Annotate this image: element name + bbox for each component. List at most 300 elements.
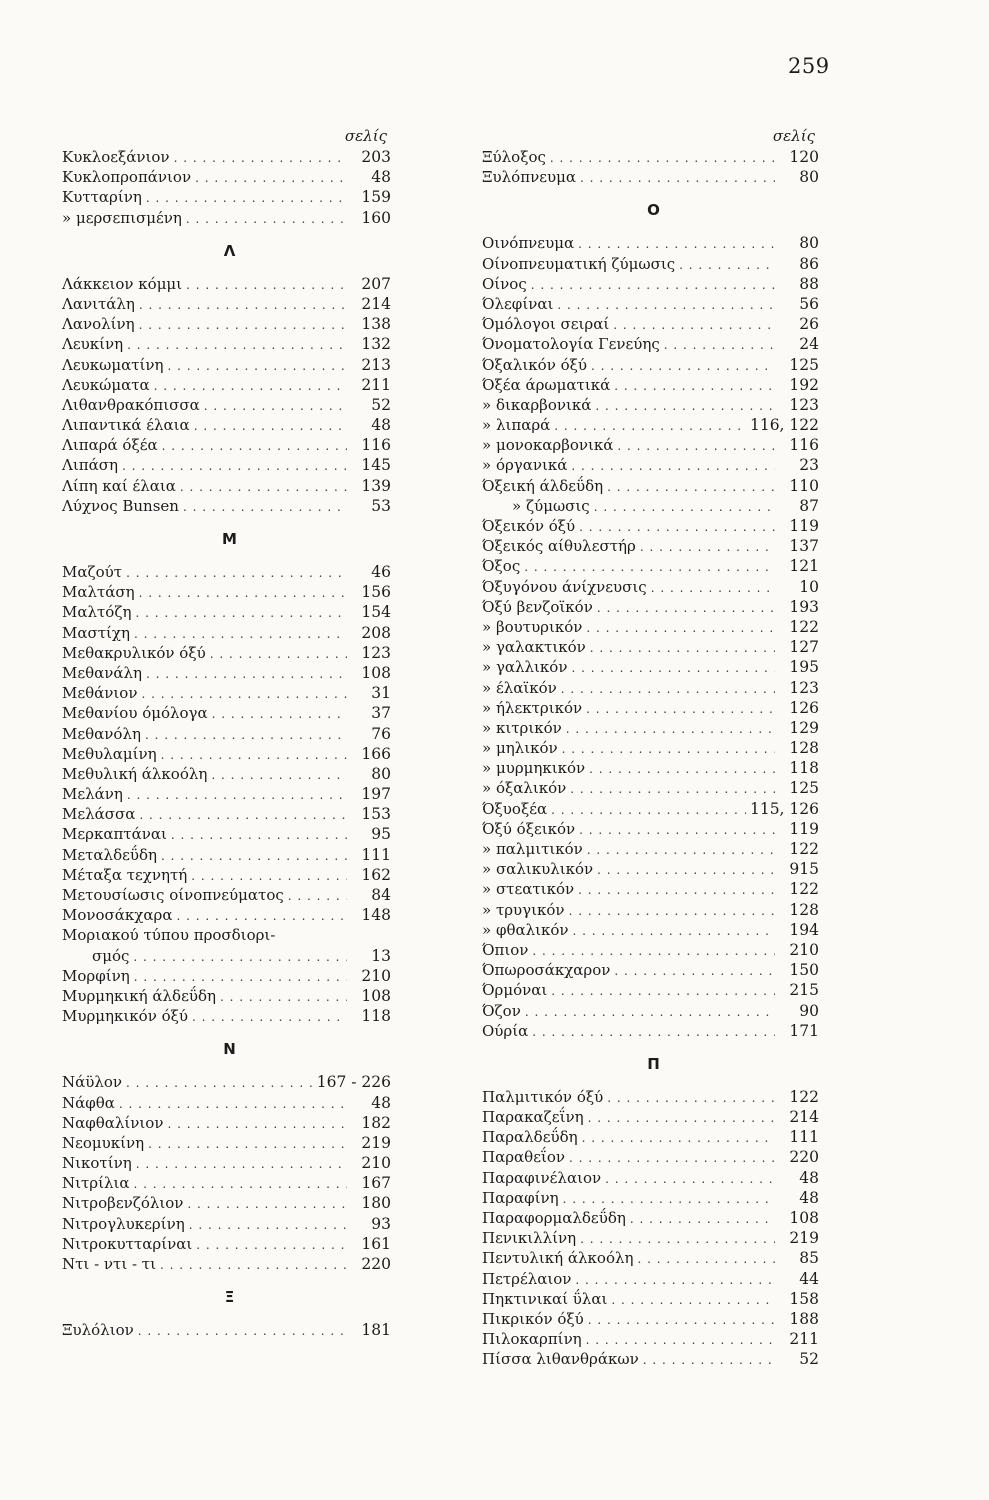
index-entry bbox=[482, 859, 825, 879]
entry-page-number: 111 bbox=[789, 1128, 819, 1147]
index-entry bbox=[482, 355, 825, 375]
dot-leader bbox=[637, 1249, 775, 1269]
dot-leader bbox=[168, 356, 348, 376]
entry-term: σμός bbox=[92, 946, 130, 965]
entry-term: Νιτροβενζόλιον bbox=[62, 1194, 184, 1213]
entry-page-number: 84 bbox=[371, 886, 391, 904]
index-entry bbox=[62, 602, 397, 622]
entry-term: Παραλδεΰδη bbox=[482, 1128, 578, 1147]
index-entry bbox=[62, 1234, 397, 1254]
index-entry bbox=[482, 1087, 825, 1107]
entry-page-number: 132 bbox=[361, 335, 391, 354]
dot-leader bbox=[525, 1002, 775, 1022]
index-entry bbox=[62, 986, 397, 1006]
dot-leader bbox=[146, 664, 347, 684]
dot-leader bbox=[160, 1255, 347, 1275]
entry-term: Μαζούτ bbox=[62, 563, 123, 581]
dot-leader bbox=[126, 563, 347, 583]
index-entry bbox=[482, 1107, 825, 1127]
entry-term: Μετουσίωσις οίνοπνεύματος bbox=[62, 886, 284, 904]
index-entry bbox=[62, 905, 397, 925]
index-entry bbox=[62, 946, 397, 966]
entry-term: Κυκλοεξάνιον bbox=[62, 148, 170, 166]
entry-page-number: 116 bbox=[789, 436, 819, 455]
entry-term: Μέταξα τεχνητή bbox=[62, 865, 188, 884]
entry-page-number: 87 bbox=[799, 496, 819, 515]
entry-term: » φθαλικόν bbox=[482, 920, 569, 939]
dot-leader bbox=[531, 275, 775, 295]
entry-term: Μελάσσα bbox=[62, 805, 136, 824]
entry-term: Παραθεΐον bbox=[482, 1148, 565, 1167]
entry-page-number: 88 bbox=[799, 274, 819, 293]
dot-leader bbox=[580, 168, 775, 188]
entry-term: Όξύ όξεικόν bbox=[482, 819, 576, 838]
index-entry bbox=[62, 925, 397, 945]
index-entry bbox=[482, 455, 825, 475]
index-entry bbox=[482, 879, 825, 899]
entry-page-number: 153 bbox=[361, 805, 391, 824]
entry-page-number: 208 bbox=[361, 623, 391, 642]
entry-term: » σαλικυλικόν bbox=[482, 860, 594, 879]
dot-leader bbox=[133, 947, 347, 967]
entry-term: Μερκαπτάναι bbox=[62, 825, 167, 844]
entry-term: Νιτρογλυκερίνη bbox=[62, 1214, 185, 1233]
entry-page-number: 150 bbox=[789, 961, 819, 980]
index-entry-list bbox=[62, 562, 397, 1026]
entry-term: Νιτροκυτταρίναι bbox=[62, 1234, 193, 1253]
dot-leader bbox=[161, 745, 347, 765]
dot-leader bbox=[554, 416, 746, 436]
entry-page-number: 125 bbox=[789, 355, 819, 374]
entry-term: Μεθακρυλικόν όξύ bbox=[62, 643, 206, 662]
dot-leader bbox=[134, 967, 347, 987]
index-entry bbox=[482, 678, 825, 698]
entry-term: Κυτταρίνη bbox=[62, 188, 142, 207]
dot-leader bbox=[186, 209, 347, 229]
entry-term: » στεατικόν bbox=[482, 880, 575, 899]
entry-term: » γαλακτικόν bbox=[482, 638, 586, 657]
dot-leader bbox=[139, 295, 347, 315]
column-header: σελίς bbox=[344, 127, 387, 145]
index-entry bbox=[62, 724, 397, 744]
dot-leader bbox=[551, 981, 775, 1001]
entry-page-number: 159 bbox=[361, 188, 391, 207]
right-column-body bbox=[482, 147, 825, 1370]
dot-leader bbox=[651, 578, 775, 598]
dot-leader bbox=[189, 1215, 347, 1235]
entry-term: Όξεικός αίθυλεστήρ bbox=[482, 537, 636, 556]
entry-term: Λίπη καί έλαια bbox=[62, 476, 176, 495]
entry-term: Όξεική άλδεΰδη bbox=[482, 476, 604, 495]
dot-leader bbox=[161, 846, 347, 866]
entry-term: Όπιον bbox=[482, 940, 529, 959]
index-entry bbox=[62, 703, 397, 723]
dot-leader bbox=[134, 624, 347, 644]
dot-leader bbox=[192, 1007, 347, 1027]
entry-page-number: 93 bbox=[371, 1214, 391, 1233]
entry-page-number: 46 bbox=[371, 563, 391, 581]
entry-term: Ούρία bbox=[482, 1021, 529, 1040]
index-entry bbox=[482, 1289, 825, 1309]
entry-page-number: 214 bbox=[789, 1108, 819, 1127]
entry-page-number: 128 bbox=[789, 739, 819, 758]
entry-page-number: 197 bbox=[361, 785, 391, 804]
entry-page-number: 56 bbox=[799, 294, 819, 313]
entry-page-number: 116 bbox=[361, 436, 391, 455]
dot-leader bbox=[220, 987, 347, 1007]
entry-page-number: 166 bbox=[361, 744, 391, 763]
index-entry bbox=[62, 187, 397, 207]
entry-term: » μερσεπισμένη bbox=[62, 208, 182, 227]
index-entry bbox=[62, 885, 397, 905]
entry-page-number: 220 bbox=[361, 1255, 391, 1273]
dot-leader bbox=[145, 725, 347, 745]
index-entry bbox=[62, 334, 397, 354]
dot-leader bbox=[586, 618, 775, 638]
dot-leader bbox=[532, 1022, 775, 1042]
entry-term: » λιπαρά bbox=[482, 416, 551, 435]
entry-term: Όνοματολογία Γενεύης bbox=[482, 335, 660, 354]
entry-page-number: 123 bbox=[361, 643, 391, 662]
dot-leader bbox=[134, 1174, 347, 1194]
entry-term: » μυρμηκικόν bbox=[482, 759, 586, 778]
entry-term: » όξαλικόν bbox=[482, 779, 567, 798]
entry-page-number: 139 bbox=[361, 476, 391, 495]
entry-page-number: 162 bbox=[361, 865, 391, 884]
dot-leader bbox=[582, 1128, 775, 1148]
entry-term: » βουτυρικόν bbox=[482, 617, 583, 636]
entry-term: Μεθανίου όμόλογα bbox=[62, 704, 208, 723]
entry-page-number: 210 bbox=[361, 966, 391, 985]
entry-term: Όξυγόνου άνίχνευσις bbox=[482, 577, 647, 596]
index-entry bbox=[482, 718, 825, 738]
index-entry bbox=[62, 804, 397, 824]
dot-leader bbox=[127, 335, 347, 355]
entry-page-number: 161 bbox=[361, 1234, 391, 1253]
index-entry bbox=[482, 1208, 825, 1228]
dot-leader bbox=[139, 315, 347, 335]
dot-leader bbox=[196, 1235, 347, 1255]
entry-page-number: 181 bbox=[361, 1321, 391, 1340]
dot-leader bbox=[575, 1270, 775, 1290]
entry-page-number: 118 bbox=[361, 1007, 391, 1026]
entry-page-number: 53 bbox=[371, 496, 391, 515]
dot-leader bbox=[127, 785, 347, 805]
dot-leader bbox=[566, 719, 775, 739]
entry-term: Νάφθα bbox=[62, 1093, 115, 1112]
entry-page-number: 123 bbox=[789, 395, 819, 414]
dot-leader bbox=[607, 1088, 775, 1108]
dot-leader bbox=[562, 739, 775, 759]
entry-page-number: 48 bbox=[371, 1093, 391, 1112]
dot-leader bbox=[135, 603, 347, 623]
index-entry bbox=[62, 208, 397, 228]
index-entry bbox=[62, 1193, 397, 1213]
column-header: σελίς bbox=[772, 127, 815, 145]
dot-leader bbox=[579, 820, 775, 840]
entry-page-number: 121 bbox=[789, 557, 819, 576]
entry-page-number: 48 bbox=[371, 416, 391, 435]
entry-page-number: 76 bbox=[371, 724, 391, 743]
entry-term: Μοριακού τύπου προσδιορι- bbox=[62, 926, 276, 945]
dot-leader bbox=[162, 436, 347, 456]
entry-page-number: 80 bbox=[799, 234, 819, 253]
entry-term: Παραφίνη bbox=[482, 1188, 559, 1207]
entry-term: Κυκλοπροπάνιον bbox=[62, 168, 192, 187]
index-entry bbox=[62, 562, 397, 582]
entry-term: Νικοτίνη bbox=[62, 1154, 132, 1173]
index-entry bbox=[482, 1248, 825, 1268]
index-entry bbox=[62, 375, 397, 395]
dot-leader bbox=[551, 800, 746, 820]
index-entry bbox=[482, 274, 825, 294]
index-entry bbox=[482, 657, 825, 677]
index-entry-list bbox=[482, 1087, 825, 1370]
entry-page-number: 85 bbox=[799, 1249, 819, 1268]
entry-term: Όξέα άρωματικά bbox=[482, 375, 611, 394]
index-entry bbox=[482, 395, 825, 415]
dot-leader bbox=[611, 1290, 775, 1310]
entry-term: Μορφίνη bbox=[62, 966, 130, 985]
entry-page-number: 26 bbox=[799, 315, 819, 334]
dot-leader bbox=[569, 901, 775, 921]
index-entry bbox=[482, 778, 825, 798]
entry-page-number: 127 bbox=[789, 638, 819, 657]
entry-page-number: 182 bbox=[361, 1113, 391, 1132]
section-letter: Ξ bbox=[224, 1288, 235, 1307]
dot-leader bbox=[532, 941, 775, 961]
dot-leader bbox=[594, 497, 775, 517]
dot-leader bbox=[126, 1073, 313, 1093]
entry-term: » κιτρικόν bbox=[482, 718, 562, 737]
dot-leader bbox=[679, 255, 775, 275]
dot-leader bbox=[571, 658, 775, 678]
entry-term: Όζον bbox=[482, 1001, 521, 1020]
index-entry bbox=[482, 496, 825, 516]
entry-page-number: 214 bbox=[361, 294, 391, 313]
index-entry bbox=[62, 415, 397, 435]
entry-term: Ξυλόπνευμα bbox=[482, 168, 576, 187]
index-entry bbox=[482, 799, 825, 819]
entry-page-number: 215 bbox=[789, 981, 819, 1000]
entry-page-number: 125 bbox=[789, 779, 819, 798]
index-entry bbox=[482, 1329, 825, 1349]
entry-term: Μονοσάκχαρα bbox=[62, 906, 173, 925]
index-entry bbox=[482, 738, 825, 758]
dot-leader bbox=[588, 1310, 775, 1330]
entry-page-number: 13 bbox=[371, 946, 391, 965]
index-entry bbox=[62, 395, 397, 415]
dot-leader bbox=[183, 497, 347, 517]
entry-term: Όξος bbox=[482, 557, 521, 576]
index-entry bbox=[62, 435, 397, 455]
entry-page-number: 111 bbox=[361, 845, 391, 864]
index-entry bbox=[482, 1349, 825, 1369]
entry-page-number: 167 - 226 bbox=[316, 1073, 391, 1092]
entry-term: Μυρμηκικόν όξύ bbox=[62, 1007, 188, 1026]
entry-term: Μαστίχη bbox=[62, 623, 130, 642]
entry-term: Όξύ βενζοϊκόν bbox=[482, 597, 593, 616]
dot-leader bbox=[146, 188, 347, 208]
index-entry bbox=[62, 496, 397, 516]
index-entry bbox=[482, 920, 825, 940]
dot-leader bbox=[154, 376, 347, 396]
index-entry bbox=[482, 617, 825, 637]
index-entry bbox=[62, 1093, 397, 1113]
entry-page-number: 116, 122 bbox=[749, 416, 819, 435]
entry-page-number: 154 bbox=[361, 603, 391, 622]
entry-term: Ντι - ντι - τι bbox=[62, 1255, 156, 1273]
entry-page-number: 44 bbox=[799, 1269, 819, 1288]
entry-page-number: 122 bbox=[789, 880, 819, 899]
entry-page-number: 219 bbox=[361, 1133, 391, 1152]
index-entry bbox=[482, 1269, 825, 1289]
index-entry bbox=[62, 476, 397, 496]
entry-term: Νάϋλον bbox=[62, 1073, 123, 1092]
index-entry bbox=[62, 764, 397, 784]
index-entry bbox=[62, 845, 397, 865]
index-entry bbox=[482, 1001, 825, 1021]
index-entry bbox=[482, 435, 825, 455]
index-entry-list bbox=[62, 1320, 397, 1340]
entry-page-number: 129 bbox=[789, 718, 819, 737]
entry-page-number: 207 bbox=[361, 274, 391, 293]
index-entry bbox=[482, 294, 825, 314]
index-entry bbox=[482, 536, 825, 556]
dot-leader bbox=[174, 148, 347, 168]
dot-leader bbox=[139, 805, 347, 825]
dot-leader bbox=[187, 1194, 347, 1214]
entry-page-number: 210 bbox=[361, 1154, 391, 1173]
entry-page-number: 115, 126 bbox=[749, 799, 819, 818]
index-entry bbox=[482, 1309, 825, 1329]
section-letter: Ν bbox=[223, 1040, 236, 1059]
dot-leader bbox=[617, 436, 775, 456]
entry-page-number: 156 bbox=[361, 583, 391, 602]
entry-term: Παρακαζεΐνη bbox=[482, 1108, 584, 1127]
entry-page-number: 31 bbox=[371, 684, 391, 703]
index-entry bbox=[482, 819, 825, 839]
index-entry bbox=[62, 683, 397, 703]
entry-term: Πηκτινικαί ΰλαι bbox=[482, 1289, 608, 1308]
entry-term: Οινόπνευμα bbox=[482, 234, 575, 253]
right-index-column bbox=[482, 125, 825, 1370]
index-entry bbox=[62, 1133, 397, 1153]
index-entry bbox=[62, 744, 397, 764]
entry-page-number: 193 bbox=[789, 597, 819, 616]
entry-page-number: 110 bbox=[789, 476, 819, 495]
entry-page-number: 148 bbox=[361, 906, 391, 925]
index-entry bbox=[482, 1228, 825, 1248]
dot-leader bbox=[122, 456, 347, 476]
dot-leader bbox=[579, 517, 775, 537]
dot-leader bbox=[138, 1321, 347, 1341]
dot-leader bbox=[571, 456, 775, 476]
entry-term: Μεθυλαμίνη bbox=[62, 744, 157, 763]
index-entry bbox=[482, 556, 825, 576]
entry-term: Παραφινέλαιον bbox=[482, 1168, 602, 1187]
entry-page-number: 95 bbox=[371, 825, 391, 844]
entry-term: Λευκώματα bbox=[62, 375, 150, 394]
entry-term: Ξύλοξος bbox=[482, 148, 546, 166]
index-entry bbox=[482, 1188, 825, 1208]
dot-leader bbox=[557, 295, 775, 315]
dot-leader bbox=[191, 866, 347, 886]
dot-leader bbox=[664, 335, 775, 355]
entry-term: Μεθάνιον bbox=[62, 684, 138, 703]
entry-term: Οίνος bbox=[482, 274, 527, 293]
entry-term: Πετρέλαιον bbox=[482, 1269, 572, 1288]
index-entry bbox=[482, 637, 825, 657]
dot-leader bbox=[607, 477, 775, 497]
entry-term: Λανιτάλη bbox=[62, 294, 135, 313]
index-entry-list bbox=[62, 274, 397, 516]
entry-term: Πεντυλική άλκοόλη bbox=[482, 1249, 634, 1268]
entry-page-number: 52 bbox=[799, 1350, 819, 1369]
dot-leader bbox=[591, 356, 775, 376]
entry-page-number: 52 bbox=[371, 395, 391, 414]
entry-page-number: 48 bbox=[371, 168, 391, 187]
entry-term: Πιλοκαρπίνη bbox=[482, 1330, 582, 1349]
section-letter: Π bbox=[647, 1054, 660, 1073]
entry-term: Λιθανθρακόπισσα bbox=[62, 395, 200, 414]
entry-page-number: 48 bbox=[799, 1188, 819, 1207]
entry-term: Πίσσα λιθανθράκων bbox=[482, 1350, 639, 1369]
index-entry bbox=[62, 623, 397, 643]
index-entry bbox=[482, 1168, 825, 1188]
entry-page-number: 137 bbox=[789, 537, 819, 556]
entry-term: Λιπαρά όξέα bbox=[62, 436, 158, 455]
index-entry bbox=[62, 355, 397, 375]
dot-leader bbox=[597, 860, 775, 880]
index-entry bbox=[482, 940, 825, 960]
index-entry bbox=[62, 784, 397, 804]
entry-page-number: 203 bbox=[361, 148, 391, 166]
entry-term: Ξυλόλιον bbox=[62, 1321, 134, 1340]
entry-page-number: 219 bbox=[789, 1229, 819, 1248]
entry-page-number: 10 bbox=[799, 577, 819, 596]
index-entry bbox=[62, 1320, 397, 1340]
index-entry bbox=[482, 1147, 825, 1167]
entry-page-number: 128 bbox=[789, 900, 819, 919]
index-entry bbox=[62, 314, 397, 334]
entry-page-number: 122 bbox=[789, 617, 819, 636]
dot-leader bbox=[141, 684, 347, 704]
entry-term: Όξαλικόν όξύ bbox=[482, 355, 588, 374]
index-entry-list bbox=[482, 233, 825, 1041]
index-entry bbox=[482, 980, 825, 1000]
dot-leader bbox=[614, 376, 775, 396]
dot-leader bbox=[180, 477, 347, 497]
entry-term: » ήλεκτρικόν bbox=[482, 698, 583, 717]
index-entry bbox=[62, 1006, 397, 1026]
entry-term: Μεθυλική άλκοόλη bbox=[62, 764, 208, 783]
entry-page-number: 119 bbox=[789, 819, 819, 838]
entry-page-number: 192 bbox=[789, 375, 819, 394]
index-entry bbox=[482, 1127, 825, 1147]
entry-term: Μεταλδεΰδη bbox=[62, 845, 158, 864]
dot-leader bbox=[139, 583, 347, 603]
entry-term: Όμόλογοι σειραί bbox=[482, 315, 610, 334]
dot-leader bbox=[167, 1114, 347, 1134]
entry-term: » έλαϊκόν bbox=[482, 678, 557, 697]
entry-term: Όξυοξέα bbox=[482, 799, 548, 818]
dot-leader bbox=[586, 699, 775, 719]
entry-term: Παλμιτικόν όξύ bbox=[482, 1087, 604, 1106]
dot-leader bbox=[194, 416, 347, 436]
entry-page-number: 108 bbox=[361, 986, 391, 1005]
entry-term: Όξεικόν όξύ bbox=[482, 517, 576, 535]
